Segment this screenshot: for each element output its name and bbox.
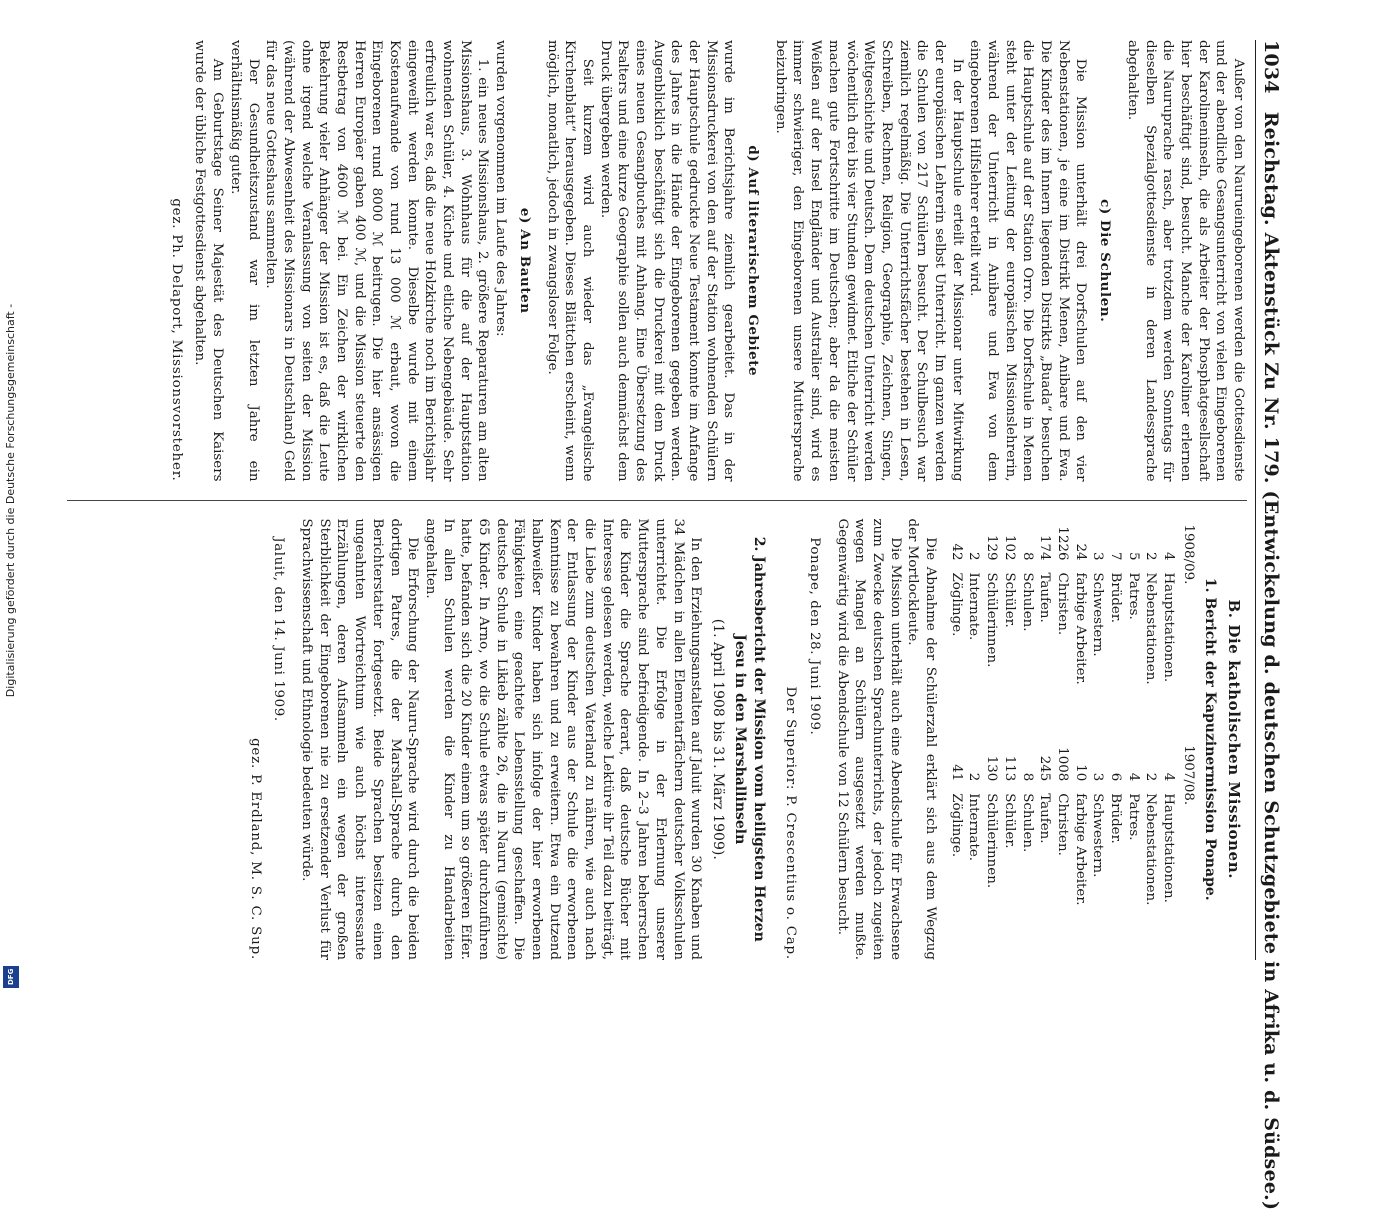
table-cell: 7 [1107,551,1123,561]
table-cell: 24 [1072,543,1088,561]
table-cell: 174 [1037,534,1053,561]
ponape-heading: 1. Bericht der Kapuzinermission Ponape. [1202,577,1219,901]
left-signature: gez. Ph. Delaport, Missionsvorsteher. [168,198,184,482]
statistics-table [947,519,1197,961]
table-cell: 1008 [1054,747,1070,782]
table-cell: Schwestern. [1090,793,1106,878]
table-row [1142,519,1160,961]
table-cell: Christen. [1054,572,1070,636]
dfg-logo [3,966,19,988]
marshall-signature: gez. P. Erdland, M. S. C. Sup. [247,738,263,960]
ponape-signature: Der Superior: P. Crescentius o. Cap. [783,686,799,960]
table-cell: 8 [1019,772,1035,782]
table-cell: Taufen. [1037,793,1053,844]
table-row [1053,519,1071,961]
marshall-paragraph-2: Die Erforschung der Nauru-Sprache wird durch die beiden dortigen Patres, die der Marshall-Sprache durch den Berichterstatter fortgesetzt. Beide Sprachen besitzen einen ungeahnten Wortreichtum wie auch höchst interessante Erzählungen, deren Aufsammeln ein wegen der großen Sterblichkeit der Eingeborenen nie zu ersetzender Verlust für Sprachwissenschaft und Ethnologie bedeuten würde. [299,518,421,960]
table-cell: 2 [1143,551,1159,561]
health-paragraph: Der Gesundheitszustand war im letzten Jahre ein verhältnismäßig guter. [227,40,261,482]
table-cell: 2 [966,772,982,782]
table-cell: 3 [1090,551,1106,561]
left-column [67,40,1247,500]
table-cell: Schülerinnen. [984,572,1000,668]
running-head-title: Reichstag. Aktenstück Zu Nr. 179. (Entwickelung d. deutschen Schutzgebiete in Afrika u. d. Südsee.) [1260,111,1282,1210]
table-cell: 113 [1001,755,1017,782]
table-row [982,519,1000,961]
table-cell: farbige Arbeiter. [1072,572,1088,685]
table-cell: Schülerinnen. [984,793,1000,889]
table-row [947,519,965,961]
table-cell: Nebenstationen. [1143,572,1159,685]
table-cell: Nebenstationen. [1143,793,1159,906]
table-cell: 129 [984,534,1000,561]
table-row [1089,519,1107,961]
table-header-1908: 1908/09. [1180,524,1196,585]
literature-paragraph-2: Seit kurzem wird auch wieder das „Evangelische Kirchenblatt“ herausgegeben. Dieses Blättchen erscheint, wenn möglich, monatlich, jedoch in zwangsloser Folge. [544,40,595,482]
table-cell: Schulen. [1019,572,1035,632]
table-row [1124,519,1142,961]
buildings-paragraph-1: wurden vorgenommen im Laufe des Jahres: [493,40,509,337]
table-cell: 41 [948,764,964,782]
schools-heading: c) Die Schulen. [1097,199,1114,323]
table-cell: Hauptstationen. [1161,793,1177,903]
table-row [1018,519,1036,961]
table-cell: Christen. [1054,793,1070,856]
table-cell: 42 [948,543,964,561]
marshall-dates: (1. April 1908 bis 31. März 1909). [709,618,726,860]
table-row [1000,519,1018,961]
table-cell: 4 [1125,772,1141,782]
schools-paragraph-1: Die Mission unterhält drei Dorfschulen auf den vier Nebenstationen, je eine im Distrikt Menen, Anibare und Ewa. Die Kinder des im Innern liegenden Distrikts „Buada“ besuchen die Hauptschule auf der Station Orro. Die Dorfschule in Menen steht unter der Leitung der europäischen Missionslehrerin, während der Unterricht in Anibare und Ewa von dem eingeborenen Hilfslehrer erteilt wird. [967,40,1089,482]
literature-paragraph-1: wurde im Berichtsjahre ziemlich gearbeitet. Das in der Missionsdruckerei von den auf der Station wohnenden Schülern der Hauptschule gedruckte Neue Testament konnte im Anfange des Jahres in die Hände der Eingeborenen gegeben werden. Augenblicklich beschäftigt sich die Druckerei mit dem Druck eines neuen Gesangbuches mit Anhang. Eine Übersetzung des Psalters und eine kurze Geographie sollen auch demnächst dem Druck übergeben werden. [597,40,737,482]
table-cell: 2 [966,551,982,561]
table-cell: 2 [1143,772,1159,782]
ponape-paragraph-2: Die Mission unterhält auch eine Abendschule für Erwachsene zum Zwecke deutschen Sprachunterrichts, der jedoch zugeiten wegen Mangel an Schülern ausgesetzt werden mußte. Gegenwärtig wird die Abendschule von 12 Schülern besucht. [834,518,903,960]
birthday-paragraph: Am Geburtstage Seiner Majestät des Deutschen Kaisers wurde der übliche Festgottesdienst abgehalten. [192,40,226,482]
buildings-heading: e) An Bauten [516,207,533,314]
table-cell: Brüder. [1107,572,1123,624]
table-cell: Schüler. [1001,793,1017,849]
dfg-logo-text: DFG [7,968,15,986]
digitization-note [0,0,22,1000]
running-head [1255,40,1282,1210]
intro-paragraph: Außer von den Naurueingeborenen werden die Gottesdienste und der abendliche Gesangsunterricht von vielen Eingeborenen der Karolineninseln, die als Arbeiter der Phosphatgesellschaft hier beschäftigt sind, besucht. Manche der Karoliner erlernen die Nauruprache rasch, aber trotzdem werden Sonntags für dieselben Spezialgottesdienste in deren Landessprache abgehalten. [1124,40,1246,482]
table-cell: Patres. [1125,572,1141,620]
columns [67,40,1247,960]
table-cell: 5 [1125,551,1141,561]
table-cell: Schwestern. [1090,572,1106,657]
table-cell: 4 [1161,772,1177,782]
table-cell: 1226 [1054,526,1070,561]
marshall-place-date: Jaluit, den 14. Juni 1909. [271,537,287,722]
table-row [1159,519,1177,961]
table-cell: 6 [1107,772,1123,782]
table-cell: 8 [1019,551,1035,561]
table-cell: Brüder. [1107,793,1123,844]
buildings-paragraph-2: 1. ein neues Missionshaus, 2. größere Reparaturen am alten Missionshaus, 3. Wohnhaus für die auf der Hauptstation wohnenden Schüler, 4. Küche und etliche Nebengebäude. Sehr erfreulich war es, daß die neue Holzkirche noch im Berichtsjahr eingeweiht werden konnte. Dieselbe wurde mit einem Kostenaufwande von rund 13 000 ℳ erbaut, wovon die Eingeborenen rund 8000 ℳ beitrugen. Die hier ansässigen Herren Europäer gaben 400 ℳ, und die Mission steuerte den Restbetrag von 4600 ℳ bei. Ein Zeichen der wirklichen Bekehrung vieler Anhänger der Mission ist es, daß die Leute ohne irgend welche Veranlassung von seiten der Mission (während der Abwesenheit des Missionars in Deutschland) Geld für das neue Gotteshaus sammelten. [263,40,491,482]
page-number: 1034 [1260,40,1282,94]
table-row [1036,519,1054,961]
table-cell: Zöglinge. [948,572,964,637]
literature-heading: d) Auf literarischem Gebiete [745,145,762,377]
table-cell: 4 [1161,551,1177,561]
catholic-missions-heading: B. Die katholischen Missionen. [1225,599,1243,880]
table-cell: Patres. [1125,793,1141,841]
table-cell: Taufen. [1037,572,1053,623]
schools-paragraph-2: In der Hauptschule erteilt der Missionar unter Mitwirkung der europäischen Lehrerin selbst Unterricht. Im ganzen werden die Schulen von 217 Schülern besucht. Der Schulbesuch war ziemlich regelmäßig. Die Unterrichtsfächer bestehen in Lesen, Schreiben, Rechnen, Religion, Geographie, Zeichnen, Singen, Weltgeschichte und Deutsch. Dem deutschen Unterricht werden wöchentlich drei bis vier Stunden gewidmet. Etliche der Schüler machen gute Fortschritte im Deutschen; aber da die meisten Weißen auf der Insel Engländer und Australier sind, wird es immer schwieriger, den Eingeborenen unsere Muttersprache beizubringen. [772,40,965,482]
right-column [67,500,1247,961]
table-cell: 245 [1037,755,1053,782]
table-cell: 130 [984,755,1000,782]
table-cell: 3 [1090,772,1106,782]
table-cell: Schüler. [1001,572,1017,628]
table-header-1907: 1907/08. [1180,745,1196,806]
table-row [965,519,983,961]
table-cell: Internate. [966,793,982,862]
digitization-note-text: Digitalisierung gefördert durch die Deutsche Forschungsgemeinschaft - [4,303,18,697]
ponape-place-date: Ponape, den 28. Juni 1909. [806,537,822,736]
table-row [1071,519,1089,961]
table-cell: farbige Arbeiter. [1072,793,1088,906]
table-cell: Hauptstationen. [1161,572,1177,683]
table-cell: 10 [1072,764,1088,782]
table-cell: Internate. [966,572,982,641]
ponape-paragraph-1: Die Abnahme der Schülerzahl erklärt sich aus dem Wegzug der Mortlockleute. [905,518,939,960]
table-cell: Schulen. [1019,793,1035,853]
table-cell: 102 [1001,534,1017,561]
marshall-paragraph-1: In den Erziehungsanstalten auf Jaluit wurden 30 Knaben und 34 Mädchen in allen Elementarfächern deutscher Volksschulen unterrichtet. Die Erfolge in der Erlernung unserer Muttersprache sind befriedigende. In 2–3 Jahren beherrschen die Kinder die Sprache derart, daß deutsche Bücher mit Interesse gelesen werden, welche Lektüre ihr Teil dazu beiträgt, die Liebe zum deutschen Vaterland zu nähren, wie auch nach der Entlassung der Kinder aus der Schule die erworbenen Kenntnisse zu bewahren und zu erweitern. Etwa ein Dutzend halbweißer Kinder haben sich infolge der hier erworbenen Fähigkeiten eine geachtete Lebensstellung geschaffen. Die deutsche Schule in Likieb zählte 26, die in Nauru (gemischte) 65 Kinder. In Arno, wo die Schule etwas später durchzuführen hatte, befanden sich die 20 Kinder einem um so größeren Eifer. In allen Schulen werden die Kinder zu Handarbeiten angehalten. [422,518,704,960]
table-cell: Zöglinge. [948,793,964,858]
table-row [1106,519,1124,961]
marshall-heading: 2. Jahresbericht der Mission vom heiligsten Herzen Jesu in den Marshallinseln [732,536,767,942]
